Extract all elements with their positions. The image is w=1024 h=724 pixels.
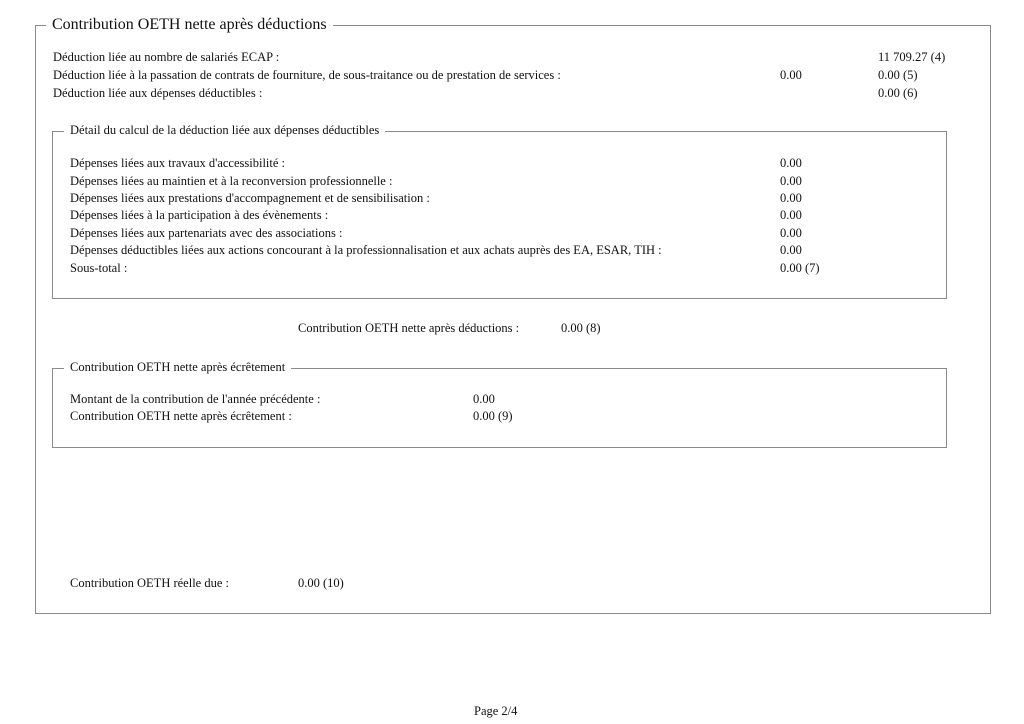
due-value: 0.00 (10) (298, 576, 344, 590)
page-number: Page 2/4 (474, 704, 518, 718)
due-label: Contribution OETH réelle due : (70, 576, 229, 590)
detail-row-value: 0.00 (780, 226, 802, 240)
ecretement-row-label: Contribution OETH nette après écrêtement : (70, 409, 292, 423)
detail-row-label: Dépenses liées aux prestations d'accompagnement et de sensibilisation : (70, 191, 430, 205)
row-contrats-label: Déduction liée à la passation de contrats de fourniture, de sous-traitance ou de prestation de services : (53, 68, 561, 82)
row-ecap-value: 11 709.27 (4) (878, 50, 946, 64)
detail-row-label: Dépenses déductibles liées aux actions concourant à la professionnalisation et aux achats auprès des EA, ESAR, TIH : (70, 243, 662, 257)
main-section-title: Contribution OETH nette après déductions (46, 16, 333, 34)
net-after-deductions-label: Contribution OETH nette après déductions : (298, 321, 520, 335)
detail-row-value: 0.00 (780, 243, 802, 257)
detail-row-label: Dépenses liées aux partenariats avec des associations : (70, 226, 343, 240)
row-depenses-label: Déduction liée aux dépenses déductibles : (53, 86, 263, 100)
detail-row-value: 0.00 (780, 191, 802, 205)
detail-row-value: 0.00 (780, 156, 802, 170)
ecretement-section-title: Contribution OETH nette après écrêtement (64, 360, 291, 375)
ecretement-row-label: Montant de la contribution de l'année précédente : (70, 392, 321, 406)
detail-row-value: 0.00 (780, 208, 802, 222)
detail-row-value: 0.00 (780, 174, 802, 188)
detail-row-label: Dépenses liées au maintien et à la reconversion professionnelle : (70, 174, 393, 188)
ecretement-row-value: 0.00 (473, 392, 495, 406)
row-depenses-value: 0.00 (6) (878, 86, 918, 100)
detail-subtotal-value: 0.00 (7) (780, 261, 820, 275)
row-ecap-label: Déduction liée au nombre de salariés ECAP : (53, 50, 280, 64)
row-contrats-mid: 0.00 (780, 68, 802, 82)
row-contrats-value: 0.00 (5) (878, 68, 918, 82)
detail-section-title: Détail du calcul de la déduction liée aux dépenses déductibles (64, 123, 385, 138)
detail-row-label: Dépenses liées aux travaux d'accessibilité : (70, 156, 286, 170)
detail-row-label: Dépenses liées à la participation à des évènements : (70, 208, 329, 222)
detail-subtotal-label: Sous-total : (70, 261, 128, 275)
ecretement-row-value: 0.00 (9) (473, 409, 513, 423)
net-after-deductions-value: 0.00 (8) (561, 321, 601, 335)
